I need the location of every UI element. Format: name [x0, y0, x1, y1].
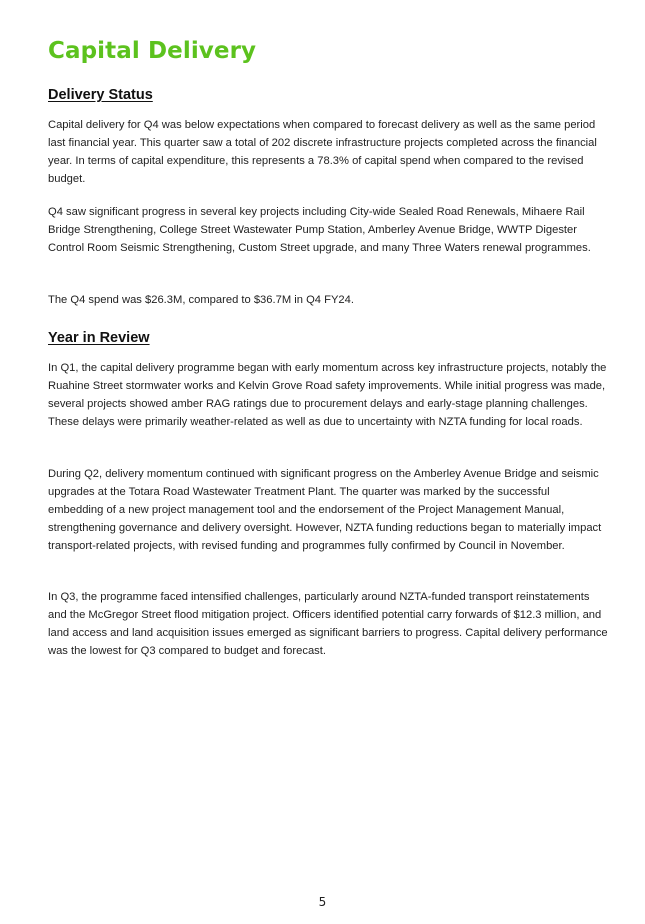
delivery-status-paragraph-3: The Q4 spend was $26.3M, compared to $36.7M in Q4 FY24.: [48, 294, 354, 306]
year-in-review-paragraph-q1: In Q1, the capital delivery programme began with early momentum across key infrastructure projects, notably the Ruahine Street stormwater works and Kelvin Grove Road safety improvements. While initial progress was made, several projects showed amber RAG ratings due to procurement delays and early-stage planning challenges. These delays were primarily weather-related as well as due to uncertainty with NZTA funding for local roads.: [48, 362, 607, 428]
delivery-status-paragraph-1: Capital delivery for Q4 was below expectations when compared to forecast delivery as well as the same period last financial year. This quarter saw a total of 202 discrete infrastructure projects completed across the financial year. In terms of capital expenditure, this represents a 78.3% of capital spend when compared to the revised budget.: [48, 119, 597, 185]
section-heading-year-in-review: Year in Review: [48, 330, 150, 346]
page-number: 5: [318, 895, 327, 909]
delivery-status-paragraph-2: Q4 saw significant progress in several key projects including City-wide Sealed Road Renewals, Mihaere Rail Bridge Strengthening, College Street Wastewater Pump Station, Amberley Avenue Bridge, WWTP Digester Control Room Seismic Strengthening, Custom Street upgrade, and many Three Waters renewal programmes.: [48, 206, 591, 254]
year-in-review-paragraph-q2: During Q2, delivery momentum continued with significant progress on the Amberley Avenue Bridge and seismic upgrades at the Totara Road Wastewater Treatment Plant. The quarter was marked by the successful embedding of a new project management tool and the endorsement of the Project Management Manual, strengthening governance and delivery oversight. However, NZTA funding reductions began to materially impact transport-related projects, with revised funding and programmes fully confirmed by Council in November.: [48, 468, 602, 552]
year-in-review-paragraph-q3: In Q3, the programme faced intensified challenges, particularly around NZTA-funded transport reinstatements and the McGregor Street flood mitigation project. Officers identified potential carry forwards of $12.3 million, and land access and land acquisition issues emerged as significant barriers to progress. Capital delivery performance was the lowest for Q3 compared to budget and forecast.: [48, 591, 608, 657]
section-heading-delivery-status: Delivery Status: [48, 87, 153, 103]
page-title: Capital Delivery: [48, 38, 257, 64]
